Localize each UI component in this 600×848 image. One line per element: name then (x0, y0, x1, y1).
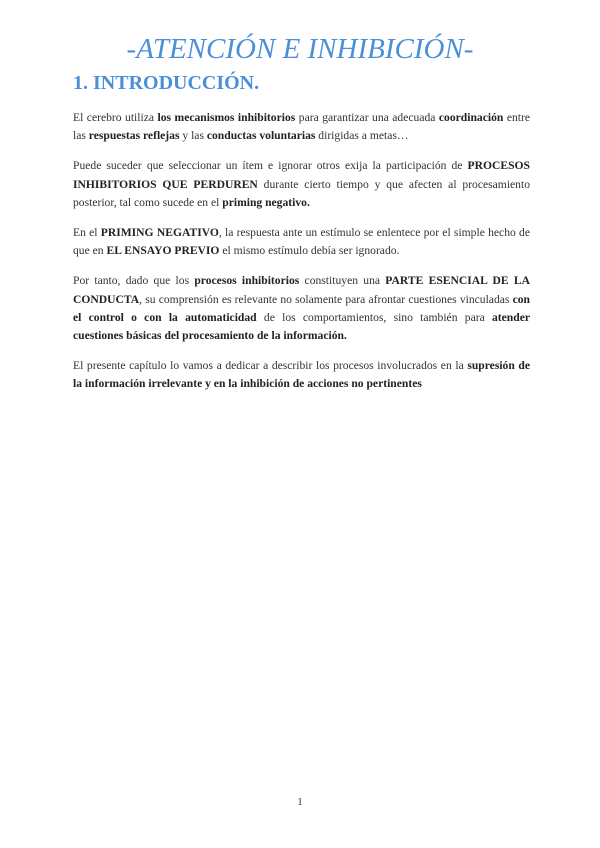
bold-run: con el control o con la automaticidad (73, 292, 530, 324)
text-run: de los comportamientos, sino también para (256, 310, 492, 324)
text-run: En el (73, 226, 101, 240)
bold-run: PARTE ESENCIAL DE LA CONDUCTA (73, 274, 530, 306)
bold-run: priming negativo. (222, 195, 310, 209)
document-title: -ATENCIÓN E INHIBICIÓN- (126, 33, 474, 65)
section-heading: 1. INTRODUCCIÓN. (73, 72, 260, 94)
body-text (73, 109, 530, 406)
bold-run: conductas voluntarias (206, 129, 316, 143)
paragraph-5 (73, 357, 530, 393)
text-run: El presente capítulo lo vamos a dedicar a describir los procesos involucrados en la (73, 359, 468, 373)
bold-run: respuestas reflejas (88, 129, 180, 143)
page-number: 1 (297, 796, 303, 808)
bold-run: PROCESOS INHIBITORIOS QUE PERDUREN (73, 159, 530, 191)
text-run: Por tanto, dado que los (73, 274, 195, 288)
text-run: , su comprensión es relevante no solamente para afrontar cuestiones vinculadas (139, 292, 513, 306)
paragraph-1 (73, 109, 530, 145)
text-run: para garantizar una adecuada (295, 111, 439, 124)
bold-run: procesos inhibitorios (194, 274, 300, 288)
bold-run: atender cuestiones básicas del procesamiento de la información. (73, 310, 530, 343)
bold-run: los mecanismos inhibitorios (157, 111, 296, 124)
text-run: dirigidas a metas… (315, 129, 409, 143)
text-run: El cerebro utiliza (73, 111, 158, 124)
paragraph-3 (73, 224, 530, 260)
text-run: constituyen una (299, 274, 386, 288)
text-run: Puede suceder que seleccionar un ítem e ignorar otros exija la participación de (73, 159, 468, 173)
paragraph-2 (73, 157, 530, 212)
paragraph-4 (73, 272, 530, 345)
bold-run: PRIMING NEGATIVO (100, 226, 219, 240)
text-run: el mismo estímulo debía ser ignorado. (219, 244, 400, 258)
bold-run: EL ENSAYO PREVIO (106, 244, 220, 258)
text-run: y las (179, 129, 207, 143)
text-run: entre las (73, 111, 530, 143)
text-run: , la respuesta ante un estímulo se enlentece por el simple hecho de que en (73, 226, 530, 258)
bold-run: supresión de la información irrelevante y en la inhibición de acciones no pertinentes (73, 359, 530, 391)
text-run: durante cierto tiempo y que afecten al procesamiento posterior, tal como sucede en el (73, 177, 531, 209)
bold-run: coordinación (438, 111, 504, 124)
